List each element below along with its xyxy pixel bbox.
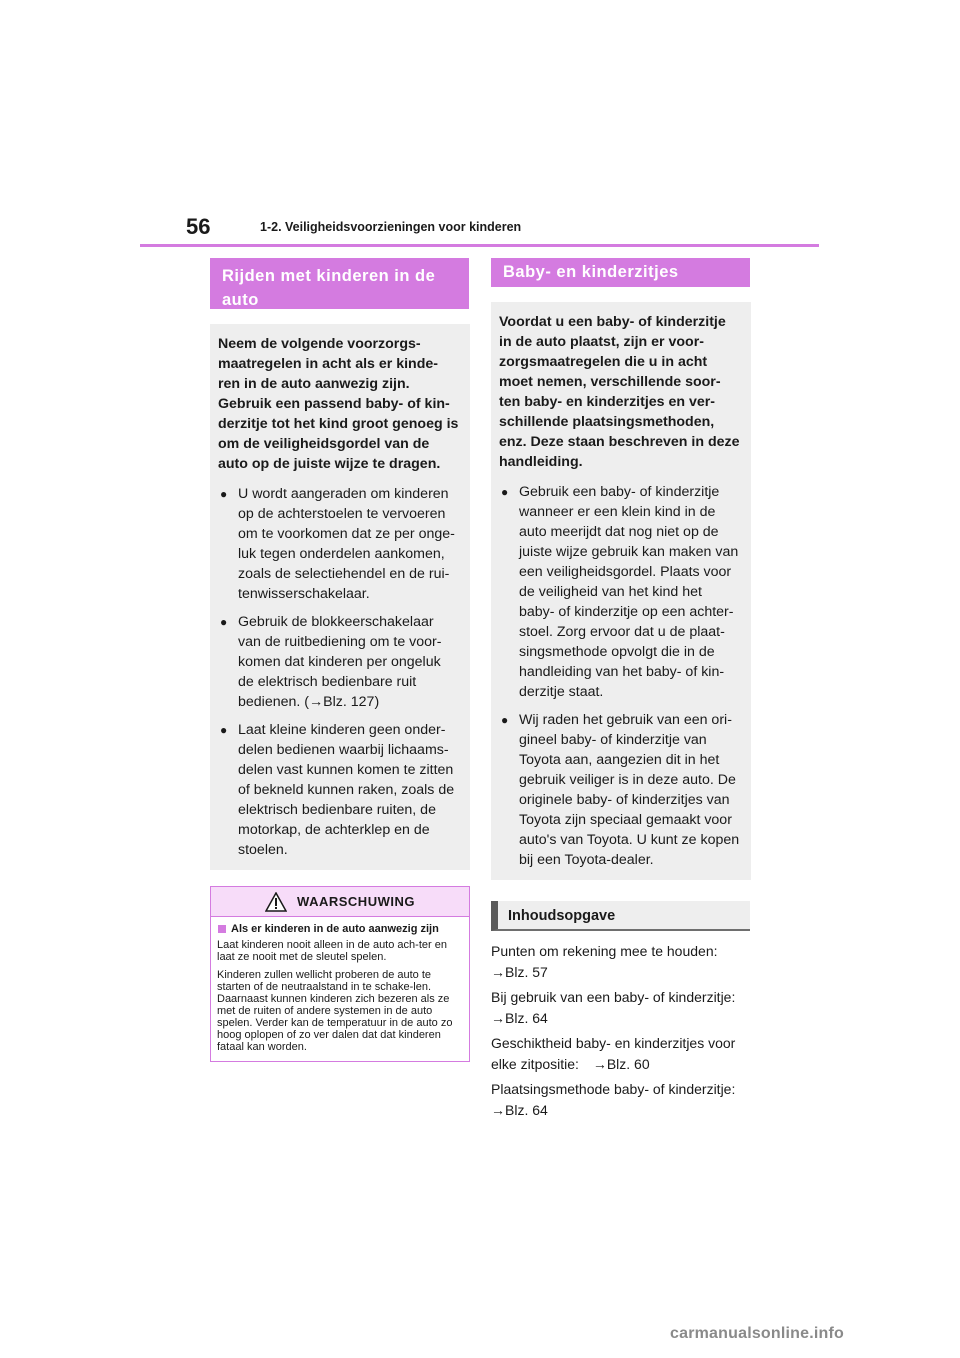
right-bullet [499,482,741,702]
left-bullet [218,612,460,712]
right-intro: Voordat u een baby- of kinderzitje in de auto plaatst, zijn er voor-zorgsmaatregelen die u in acht moet nemen, verschillende soor-ten baby- en kinderzitjes en ver-schillende plaatsingsmethoden, enz. Deze staan beschreven in deze handleiding. [499,314,740,470]
toc-item-text: Plaatsingsmethode baby- of kinderzitje: [491,1081,736,1097]
left-column [210,258,470,1062]
bullet-dot-icon: ● [501,713,509,727]
bullet-dot-icon: ● [501,485,509,499]
toc-item[interactable] [491,987,751,1028]
bullet-dot-icon: ● [220,723,228,737]
left-bullet-text: Laat kleine kinderen geen onder-delen bedienen waarbij lichaams-delen vast kunnen komen te zitten of bekneld kunnen raken, zoals de elektrisch bedienbare ruiten, de motorkap, de achterklep en de stoelen. [238,722,455,858]
toc-item-text: Bij gebruik van een baby- of kinderzitje: [491,989,736,1005]
right-bullet [499,710,741,870]
right-bullet-text: Wij raden het gebruik van een ori-gineel baby- of kinderzitje van Toyota aan, aangezien dit in het gebruik veiliger is in deze auto. De originele baby- of kinderzitjes van Toyota zijn speciaal gemaakt voor auto's van Toyota. U kunt ze kopen bij een Toyota-dealer. [519,712,740,868]
page-number: 56 [186,214,211,239]
warning-subtitle-text: Als er kinderen in de auto aanwezig zijn [231,923,439,935]
warning-triangle-icon [265,892,287,912]
toc-item[interactable] [491,941,751,982]
toc-item[interactable] [491,1033,751,1074]
left-bullet-text: U wordt aangeraden om kinderen op de achterstoelen te vervoeren om te voorkomen dat ze per onge-luk tegen onderdelen aankomen, zoals de selectiehendel en de rui-tenwisserschakelaar. [238,486,455,602]
toc-page-link[interactable]: →Blz. 64 [491,1101,548,1118]
watermark: carmanualsonline.info [670,1325,845,1342]
warning-label: WAARSCHUWING [297,894,415,909]
left-info-box [210,324,470,870]
right-info-box [491,302,751,880]
left-intro: Neem de volgende voorzorgs-maatregelen in acht als er kinde-ren in de auto aanwezig zijn. Gebruik een passend baby- of kin-derzitje tot het kind groot genoeg is om de veiligheidsgordel van de auto op de juiste wijze te dragen. [218,336,459,472]
toc-item-text: Geschiktheid baby- en kinderzitjes voor elke zitpositie: [491,1035,736,1072]
left-bullet [218,720,460,860]
right-section-title: Baby- en kinderzitjes [491,258,750,287]
bullet-dot-icon: ● [220,615,228,629]
left-bullet [218,484,460,604]
square-bullet-icon [218,925,226,933]
left-bullet-text: Gebruik de blokkeerschakelaar van de ruitbediening om te voor-komen dat kinderen per ongeluk de elektrisch bedienbare ruit bedienen. (→Blz. 127) [238,614,442,710]
warning-paragraph: Kinderen zullen wellicht proberen de auto te starten of de neutraalstand in te schake-len. Daarnaast kunnen kinderen zich bezeren als ze met de ruiten of andere systemen in de auto spelen. Verder kan de temperatuur in de auto zo hoog oplopen of zo ver dalen dat dat kinderen fataal kan worden. [217,969,453,1053]
left-section-title: Rijden met kinderen in de auto [210,258,469,309]
toc-page-link[interactable]: →Blz. 60 [592,1055,650,1072]
warning-body [211,917,469,1061]
toc-list [491,941,751,1120]
toc-page-link[interactable]: →Blz. 57 [491,963,548,980]
toc-title: Inhoudsopgave [491,901,750,931]
warning-box [210,886,470,1062]
bullet-dot-icon: ● [220,487,228,501]
toc-item-text: Punten om rekening mee te houden: [491,943,718,959]
warning-header [211,887,469,917]
right-column [491,258,751,1125]
section-header: 1-2. Veiligheidsvoorzieningen voor kinderen [260,220,522,234]
right-bullet-text: Gebruik een baby- of kinderzitje wanneer er een klein kind in de auto meerijdt dat nog niet op de juiste wijze gebruik kan maken van een veiligheidsgordel. Plaats voor de veiligheid van het kind het baby- of kinderzitje op een achter-stoel. Zorg ervoor dat u de plaat-singsmethode opvolgt die in de handleiding van het baby- of kin-derzitje staat. [519,484,739,700]
header-rule [140,244,819,247]
toc-page-link[interactable]: →Blz. 64 [491,1009,548,1026]
warning-paragraph: Laat kinderen nooit alleen in de auto ach-ter en laat ze nooit met de sleutel spelen. [217,939,447,963]
warning-subtitle [217,923,463,935]
toc-item[interactable] [491,1079,751,1120]
